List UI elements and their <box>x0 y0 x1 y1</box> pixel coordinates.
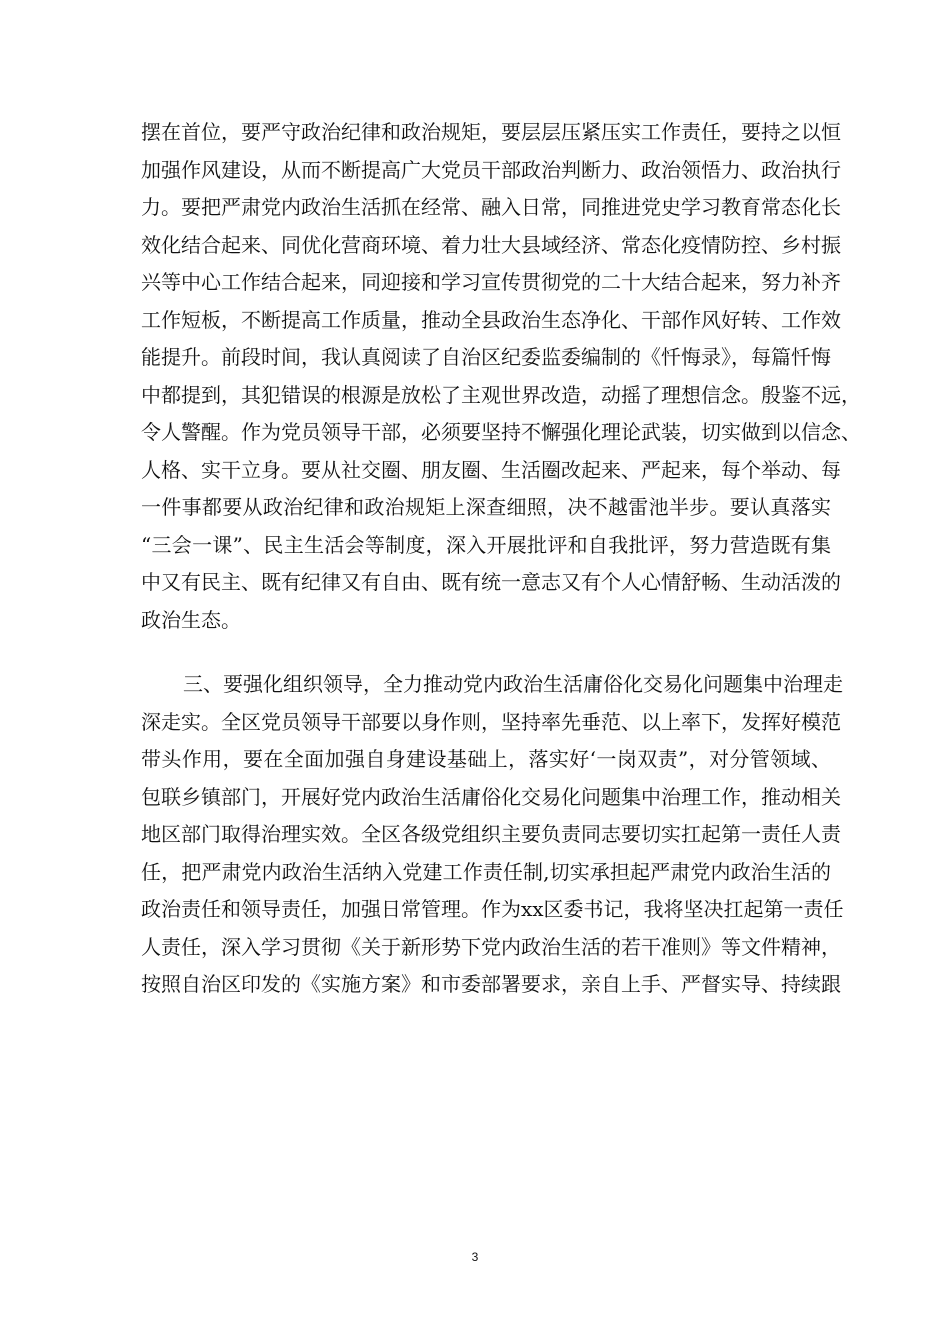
paragraph-spacer <box>141 639 831 666</box>
paragraph-2 <box>141 666 844 1004</box>
text-line: 包联乡镇部门，开展好党内政治生活庸俗化交易化问题集中治理工作，推动相关 <box>141 784 841 809</box>
text-line: 按照自治区印发的《实施方案》和市委部署要求，亲自上手、严督实导、持续跟 <box>141 972 841 996</box>
text-line: 一件事都要从政治纪律和政治规矩上深查细照，决不越雷池半步。要认真落实 <box>141 495 831 519</box>
text-line: 能提升。前段时间，我认真阅读了自治区纪委监委编制的《忏悔录》，每篇忏悔 <box>141 345 831 369</box>
text-line: 深走实。全区党员领导干部要以身作则，坚持率先垂范、以上率下，发挥好模范 <box>141 709 841 734</box>
text-line: 人责任，深入学习贯彻《关于新形势下党内政治生活的若干准则》等文件精神， <box>141 934 841 959</box>
page-number: 3 <box>471 1250 479 1264</box>
text-line: “三会一课”、民主生活会等制度，深入开展批评和自我批评，努力营造既有集 <box>141 532 831 557</box>
text-line: 兴等中心工作结合起来，同迎接和学习宣传贯彻党的二十大结合起来，努力补齐 <box>141 270 841 294</box>
text-line: 政治责任和领导责任，加强日常管理。作为xx区委书记，我将坚决扛起第一责任 <box>141 897 844 921</box>
text-line: 令人警醒。作为党员领导干部，必须要坚持不懈强化理论武装，切实做到以信念、 <box>141 420 861 444</box>
text-line: 工作短板，不断提高工作质量，推动全县政治生态净化、干部作风好转、工作效 <box>141 307 841 332</box>
text-line: 力。要把严肃党内政治生活抓在经常、融入日常，同推进党史学习教育常态化长 <box>141 195 841 219</box>
document-body <box>141 114 861 1004</box>
text-line: 加强作风建设，从而不断提高广大党员干部政治判断力、政治领悟力、政治执行 <box>141 157 841 182</box>
text-line: 人格、实干立身。要从社交圈、朋友圈、生活圈改起来、严起来，每个举动、每 <box>141 457 841 482</box>
paragraph-1 <box>141 114 861 639</box>
text-line: 效化结合起来、同优化营商环境、着力壮大县域经济、常态化疫情防控、乡村振 <box>141 232 841 257</box>
text-line: 任，把严肃党内政治生活纳入党建工作责任制,切实承担起严肃党内政治生活的 <box>141 859 831 884</box>
text-line: 中都提到，其犯错误的根源是放松了主观世界改造，动摇了理想信念。殷鉴不远， <box>141 382 861 407</box>
text-line: 带头作用，要在全面加强自身建设基础上，落实好‘一岗双责”，对分管领域、 <box>141 747 831 771</box>
text-line: 三、要强化组织领导，全力推动党内政治生活庸俗化交易化问题集中治理走 <box>183 672 843 696</box>
text-line: 摆在首位，要严守政治纪律和政治规矩，要层层压紧压实工作责任，要持之以恒 <box>141 120 841 144</box>
text-line: 中又有民主、既有纪律又有自由、既有统一意志又有个人心情舒畅、生动活泼的 <box>141 570 841 594</box>
text-line: 政治生态。 <box>141 607 241 632</box>
text-line: 地区部门取得治理实效。全区各级党组织主要负责同志要切实扛起第一责任人责 <box>141 822 841 846</box>
